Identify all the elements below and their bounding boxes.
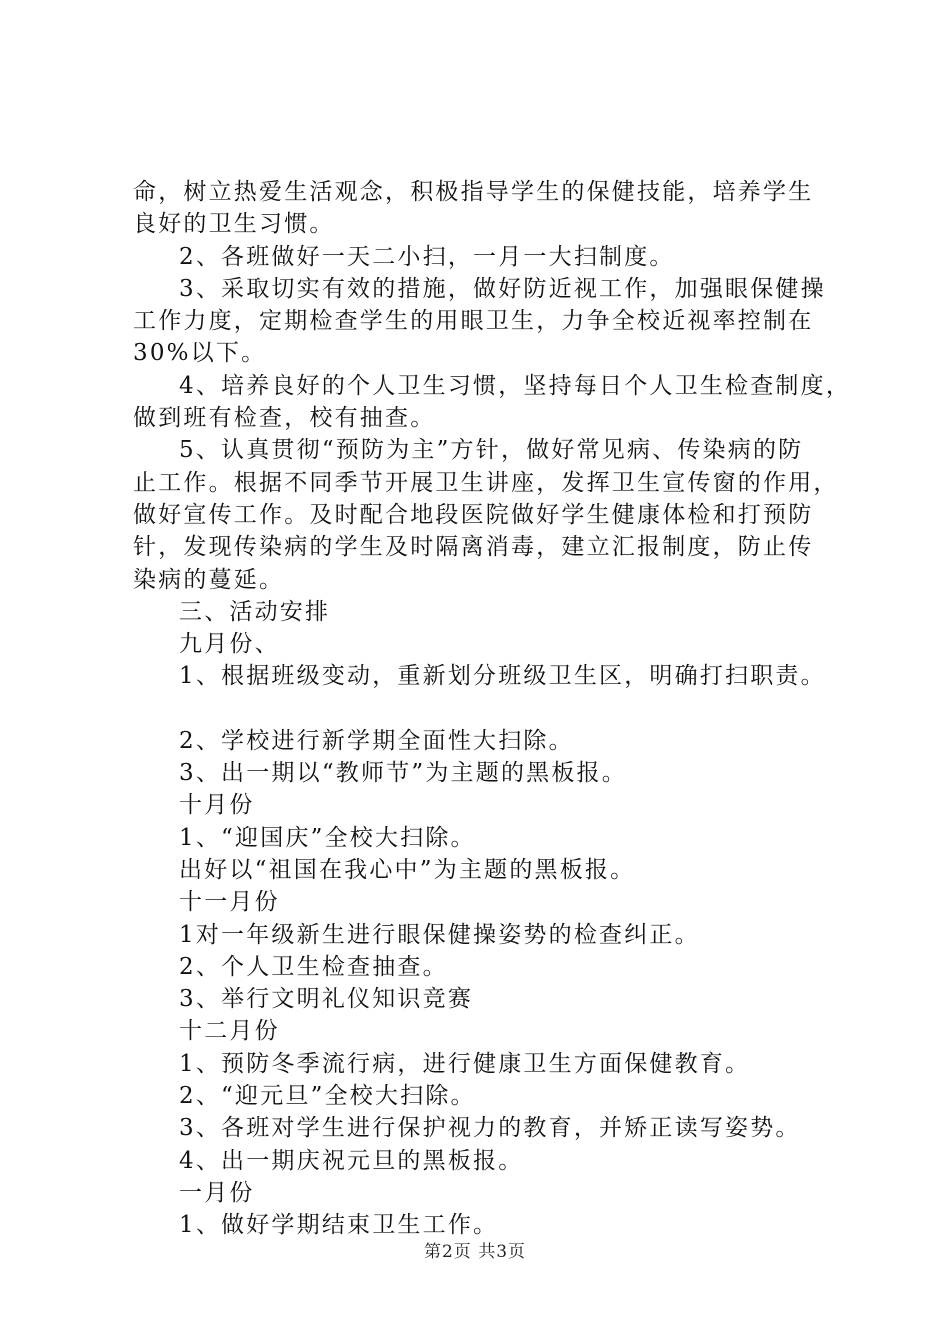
body-line: 针，发现传染病的学生及时隔离消毒，建立汇报制度，防止传 [133,534,814,561]
list-item: 5、认真贯彻“预防为主”方针，做好常见病、传染病的防 [179,437,804,464]
list-item: 1、预防冬季流行病，进行健康卫生方面保健教育。 [179,1050,751,1077]
month-heading: 九月份、 [179,631,280,658]
page-number-footer: 第2页 共3页 [423,1242,527,1262]
list-item: 1对一年级新生进行眼保健操姿势的检查纠正。 [179,921,700,948]
document-body [133,176,852,1242]
body-line: 止工作。根据不同季节开展卫生讲座，发挥卫生宣传窗的作用， [133,469,839,496]
body-line: 命，树立热爱生活观念，积极指导学生的保健技能，培养学生 [133,179,814,205]
body-line: 30%以下。 [133,340,267,367]
list-item: 2、各班做好一天二小扫，一月一大扫制度。 [179,243,675,270]
body-line: 做到班有检查，校有抽查。 [133,405,436,432]
section-heading: 三、活动安排 [179,598,331,625]
list-item: 2、学校进行新学期全面性大扫除。 [179,727,574,754]
list-item: 2、个人卫生检查抽查。 [179,953,448,980]
body-line: 工作力度，定期检查学生的用眼卫生，力争全校近视率控制在 [133,308,814,335]
list-item: 4、培养良好的个人卫生习惯，坚持每日个人卫生检查制度， [179,372,852,399]
list-item: 3、采取切实有效的措施，做好防近视工作，加强眼保健操 [179,275,826,302]
month-heading: 十一月份 [179,889,280,916]
list-item: 1、根据班级变动，重新划分班级卫生区，明确打扫职责。 [179,663,826,690]
blank-line [133,693,833,725]
body-line: 染病的蔓延。 [133,566,285,593]
month-heading: 十月份 [179,792,255,819]
list-item: 3、举行文明礼仪知识竞赛 [179,986,474,1013]
list-item: 2、“迎元旦”全校大扫除。 [179,1083,476,1110]
body-line: 良好的卫生习惯。 [133,211,335,238]
list-item: 4、出一期庆祝元旦的黑板报。 [179,1147,524,1174]
month-heading: 十二月份 [179,1018,280,1045]
list-item: 1、“迎国庆”全校大扫除。 [179,824,476,851]
list-item: 出好以“祖国在我心中”为主题的黑板报。 [179,856,636,883]
list-item: 3、各班对学生进行保护视力的教育，并矫正读写姿势。 [179,1115,801,1142]
body-line: 做好宣传工作。及时配合地段医院做好学生健康体检和打预防 [133,501,814,528]
month-heading: 一月份 [179,1179,255,1206]
list-item: 3、出一期以“教师节”为主题的黑板报。 [179,760,627,787]
list-item: 1、做好学期结束卫生工作。 [179,1212,499,1239]
